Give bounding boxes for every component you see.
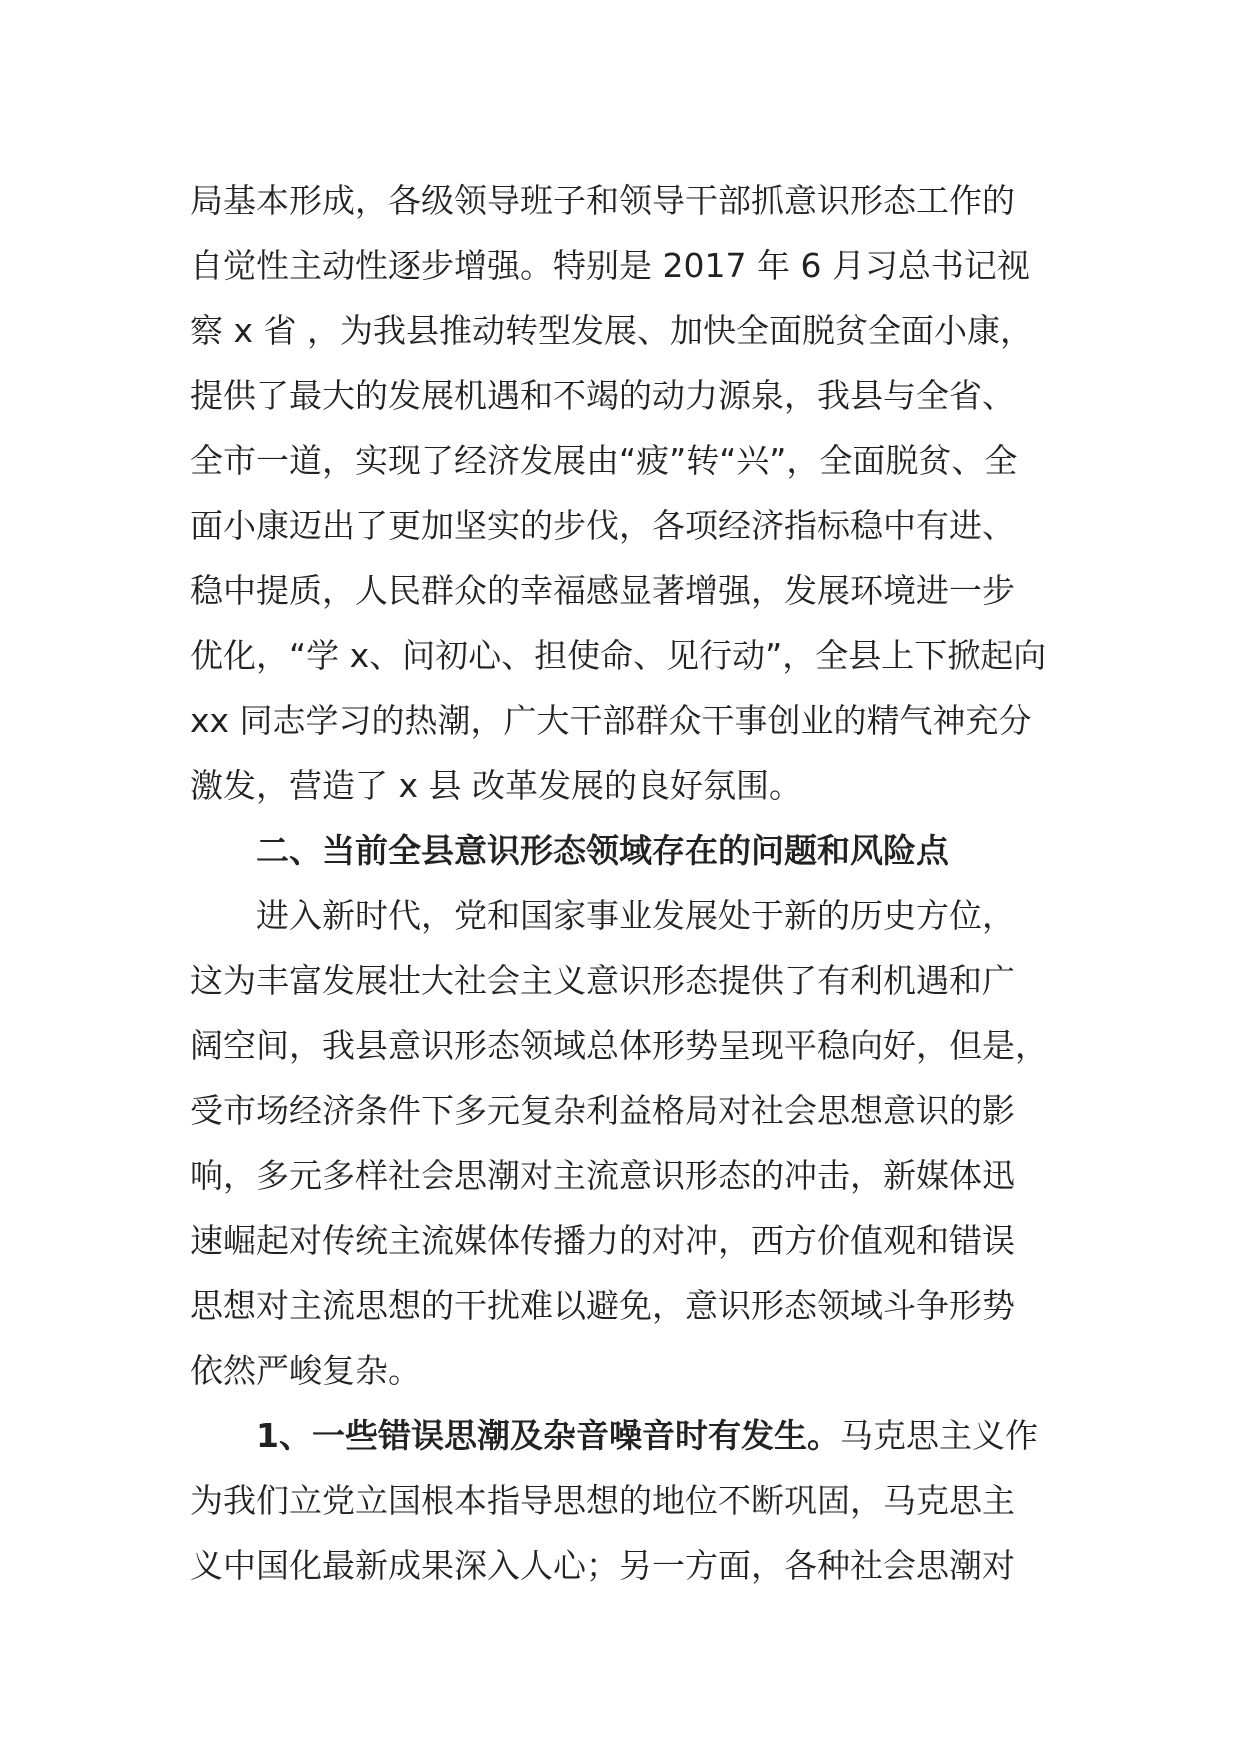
- text-line: 义中国化最新成果深入人心；另一方面，各种社会思潮对: [190, 1546, 1015, 1585]
- text-line: 局基本形成，各级领导班子和领导干部抓意识形态工作的: [190, 181, 1015, 220]
- text-line: 这为丰富发展壮大社会主义意识形态提供了有利机遇和广: [190, 961, 1015, 1000]
- text-line: 依然严峻复杂。: [190, 1351, 421, 1390]
- text-line: 稳中提质，人民群众的幸福感显著增强，发展环境进一步: [190, 571, 1015, 610]
- paragraph: [190, 883, 1070, 1403]
- text-line: 为我们立党立国根本指导思想的地位不断巩固，马克思主: [190, 1481, 1015, 1520]
- text-line: 进入新时代，党和国家事业发展处于新的历史方位，: [256, 896, 1015, 935]
- paragraph: [190, 1403, 1070, 1598]
- text-span: 马克思主义作: [839, 1416, 1038, 1455]
- text-line: 全市一道，实现了经济发展由“疲”转“兴”，全面脱贫、全: [190, 441, 1018, 480]
- text-line: 优化，“学 x、问初心、担使命、见行动”，全县上下掀起向: [190, 636, 1047, 675]
- text-line: [190, 1403, 1070, 1468]
- text-line: 提供了最大的发展机遇和不竭的动力源泉，我县与全省、: [190, 376, 1015, 415]
- text-line: 速崛起对传统主流媒体传播力的对冲，西方价值观和错误: [190, 1221, 1015, 1260]
- text-line: 自觉性主动性逐步增强。特别是 2017 年 6 月习总书记视: [190, 246, 1030, 285]
- text-line: xx 同志学习的热潮，广大干部群众干事创业的精气神充分: [190, 701, 1032, 740]
- subheading-lead: 1、一些错误思潮及杂音噪音时有发生。: [256, 1416, 840, 1455]
- text-line: 察 x 省 ，为我县推动转型发展、加快全面脱贫全面小康，: [190, 311, 1033, 350]
- text-line: 激发，营造了 x 县 改革发展的良好氛围。: [190, 766, 802, 805]
- text-line: 思想对主流思想的干扰难以避免，意识形态领域斗争形势: [190, 1286, 1015, 1325]
- document-body: [190, 168, 1070, 1598]
- text-line: 受市场经济条件下多元复杂利益格局对社会思想意识的影: [190, 1091, 1015, 1130]
- paragraph: [190, 168, 1070, 818]
- text-line: 阔空间，我县意识形态领域总体形势呈现平稳向好，但是，: [190, 1026, 1048, 1065]
- text-line: 响，多元多样社会思潮对主流意识形态的冲击，新媒体迅: [190, 1156, 1015, 1195]
- text-line: 面小康迈出了更加坚实的步伐，各项经济指标稳中有进、: [190, 506, 1015, 545]
- section-heading: 二、当前全县意识形态领域存在的问题和风险点: [256, 831, 949, 870]
